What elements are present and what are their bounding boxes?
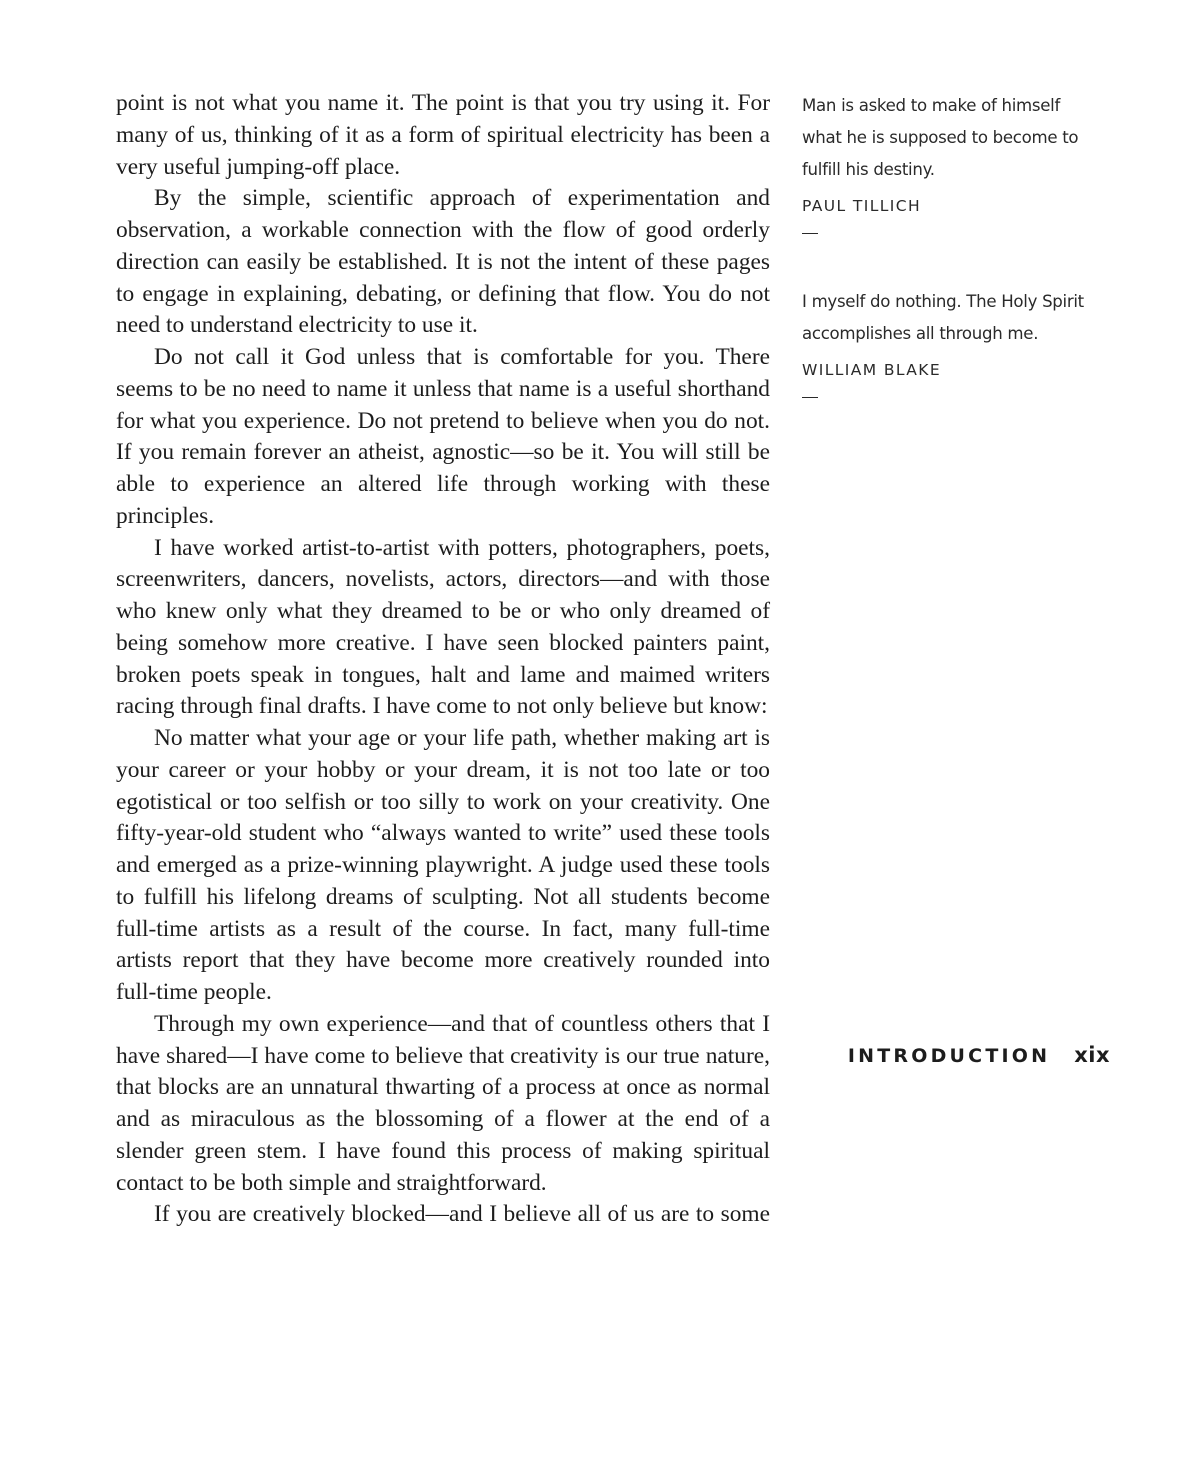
running-footer-section: INTRODUCTION (847, 1045, 1051, 1067)
body-paragraph: No matter what your age or your life path, whether making art is your career or your hobby or your dream, it is not too late or too egotistical or too selfish or too silly to work on your creativity. One fifty-year-old student who “always wanted to write” used these tools and emerged as a prize-winning playwright. A judge used these tools to fulfill his lifelong dreams of sculpting. Not all students become full-time artists as a result of the course. In fact, many full-time artists report that they have become more creatively rounded into full-time people. (116, 725, 770, 1005)
quote-divider (802, 233, 818, 234)
quote-divider (802, 397, 818, 398)
quote-block (802, 90, 1092, 234)
body-paragraph: point is not what you name it. The point is that you try using it. For many of us, thinking of it as a form of spiritual electricity has been a very useful jumping-off place. (116, 90, 770, 180)
body-paragraph: By the simple, scientific approach of experimentation and observation, a workable connection with the flow of good orderly direction can easily be established. It is not the intent of these pages to engage in explaining, debating, or defining that flow. You do not need to understand electricity to use it. (116, 185, 770, 339)
page-number: xix (1074, 1043, 1110, 1067)
body-paragraph: Do not call it God unless that is comfortable for you. There seems to be no need to name it unless that name is a useful shorthand for what you experience. Do not pretend to believe when you do not. If you remain forever an atheist, agnostic—so be it. You will still be able to experience an altered life through working with these principles. (116, 344, 770, 529)
quote-text: Man is asked to make of himself what he is supposed to become to fulfill his destiny. (802, 96, 1079, 179)
body-paragraph: I have worked artist-to-artist with potters, photographers, poets, screenwriters, dancers, novelists, actors, directors—and with those who knew only what they dreamed to be or who only dreamed of being somehow more creative. I have seen blocked painters paint, broken poets speak in tongues, halt and lame and maimed writers racing through final drafts. I have come to not only believe but know: (116, 534, 770, 720)
body-paragraph: If you are creatively blocked—and I believe all of us are to some (154, 1201, 770, 1228)
quote-block (802, 286, 1092, 398)
main-body-text (116, 88, 770, 1231)
quote-author: PAUL TILLICH (802, 197, 922, 215)
page-footer (848, 1043, 1110, 1067)
quote-text: I myself do nothing. The Holy Spirit accomplishes all through me. (802, 292, 1084, 343)
sidebar-quotes (802, 90, 1092, 398)
quote-author: WILLIAM BLAKE (802, 361, 942, 379)
body-paragraph: Through my own experience—and that of countless others that I have shared—I have come to believe that creativity is our true nature, that blocks are an unnatural thwarting of a process at once as normal and as miraculous as the blossoming of a flower at the end of a slender green stem. I have found this process of making spiritual contact to be both simple and straightforward. (116, 1010, 770, 1196)
